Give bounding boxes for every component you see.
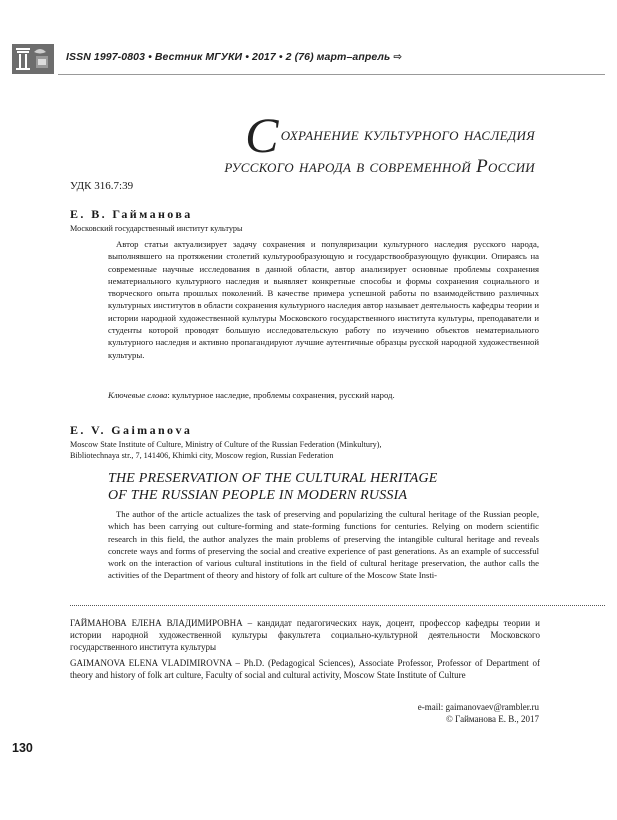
keywords-text: : культурное наследие, проблемы сохранения, русский народ.: [167, 390, 395, 400]
journal-logo-icon: [12, 44, 54, 74]
title-drop-letter: С: [245, 107, 279, 163]
copyright: © Гайманова Е. В., 2017: [446, 714, 539, 724]
bio-ru: [70, 617, 540, 653]
arrow-right-icon: ⇨: [393, 51, 403, 63]
affiliation-en-line1: Moscow State Institute of Culture, Ministry of Culture of the Russian Federation (Minkultury),: [70, 440, 382, 449]
affiliation-en: [70, 439, 382, 461]
header-rule: [58, 74, 605, 75]
affiliation-en-line2: Bibliotechnaya str., 7, 141406, Khimki city, Moscow region, Russian Federation: [70, 451, 334, 460]
contact-block: [418, 701, 539, 725]
footnote-divider: [70, 605, 605, 606]
journal-name: Вестник МГУКИ: [154, 51, 243, 63]
title-en: [108, 471, 438, 504]
title-line2: русского народа в современной России: [224, 156, 535, 177]
author-email: e-mail: gaimanovaev@rambler.ru: [417, 702, 539, 712]
year: 2017: [252, 51, 276, 63]
running-header: ISSN 1997-0803 • Вестник МГУКИ • 2017 • 2 (76) март–апрель ⇨: [66, 51, 403, 63]
title-en-line1: THE PRESERVATION OF THE CULTURAL HERITAGE: [108, 471, 438, 486]
author-en: E. V. Gaimanova: [70, 423, 193, 437]
bio-en: [70, 657, 540, 681]
bio-en-text: – Ph.D. (Pedagogical Sciences), Associate Professor, Professor of Department of theory and history of folk art culture, Faculty of social and cultural activity, Moscow State Institute of Culture: [70, 658, 540, 680]
bio-ru-text: – кандидат педагогических наук, доцент, профессор кафедры теории и истории народной художественной культуры факультета социально-культурной деятельности Московского государственного института культуры: [70, 618, 540, 652]
page-number: 130: [12, 741, 33, 755]
title-en-line2: OF THE RUSSIAN PEOPLE IN MODERN RUSSIA: [108, 487, 408, 503]
bio-en-name: GAIMANOVA ELENA VLADIMIROVNA: [70, 658, 232, 668]
issue: 2 (76) март–апрель: [285, 51, 391, 63]
bio-ru-name: ГАЙМАНОВА ЕЛЕНА ВЛАДИМИРОВНА: [70, 618, 243, 628]
author-ru: Е. В. Гайманова: [70, 207, 193, 221]
title-line1: охранение культурного наследия: [280, 124, 535, 145]
keywords-label: Ключевые слова: [108, 390, 168, 400]
article-title: [224, 107, 535, 179]
udc-code: УДК 316.7:39: [70, 180, 134, 192]
abstract-ru: Автор статьи актуализирует задачу сохранения и популяризации культурного наследия русского народа, выполнявшего на протяжении столетий культурообразующую и государствообразующую функции. Опираясь на современные научные исследования в данной области, автор анализирует основные проблемы сохранения нематериального культурного наследия и выявляет конкретные способы и формы сохранения социального и творческого опыта прошлых поколений. В качестве примера успешной работы по взаимодействию различных культурных институтов в области сохранения культурного наследия автор называет деятельность кафедры теории и истории народной художественной культуры Московского государственного института культуры, преподаватели и студенты которой проводят большую исследовательскую работу по изучению объектов нематериального культурного наследия и активно пропагандируют лучшие аутентичные образцы русской народной художественной культуры.: [108, 239, 539, 360]
issn: ISSN 1997-0803: [66, 51, 146, 63]
keywords-ru: [108, 390, 395, 400]
abstract-en: The author of the article actualizes the task of preserving and popularizing the cultural heritage of the Russian people, which has been carrying out culture-forming and state-forming functions for centuries. Relying on modern scientific research in this field, the author analyzes the main problems of preserving the intangible cultural heritage and reveals concrete ways and forms of preserving the social and creative experience of past generations. As an example of successful work on the interaction of various cultural institutions in the field of cultural heritage preservation, the author calls the activities of the Department of theory and history of folk art culture of the Moscow State Insti-: [108, 509, 539, 581]
affiliation-ru: Московский государственный институт культуры: [70, 224, 243, 233]
